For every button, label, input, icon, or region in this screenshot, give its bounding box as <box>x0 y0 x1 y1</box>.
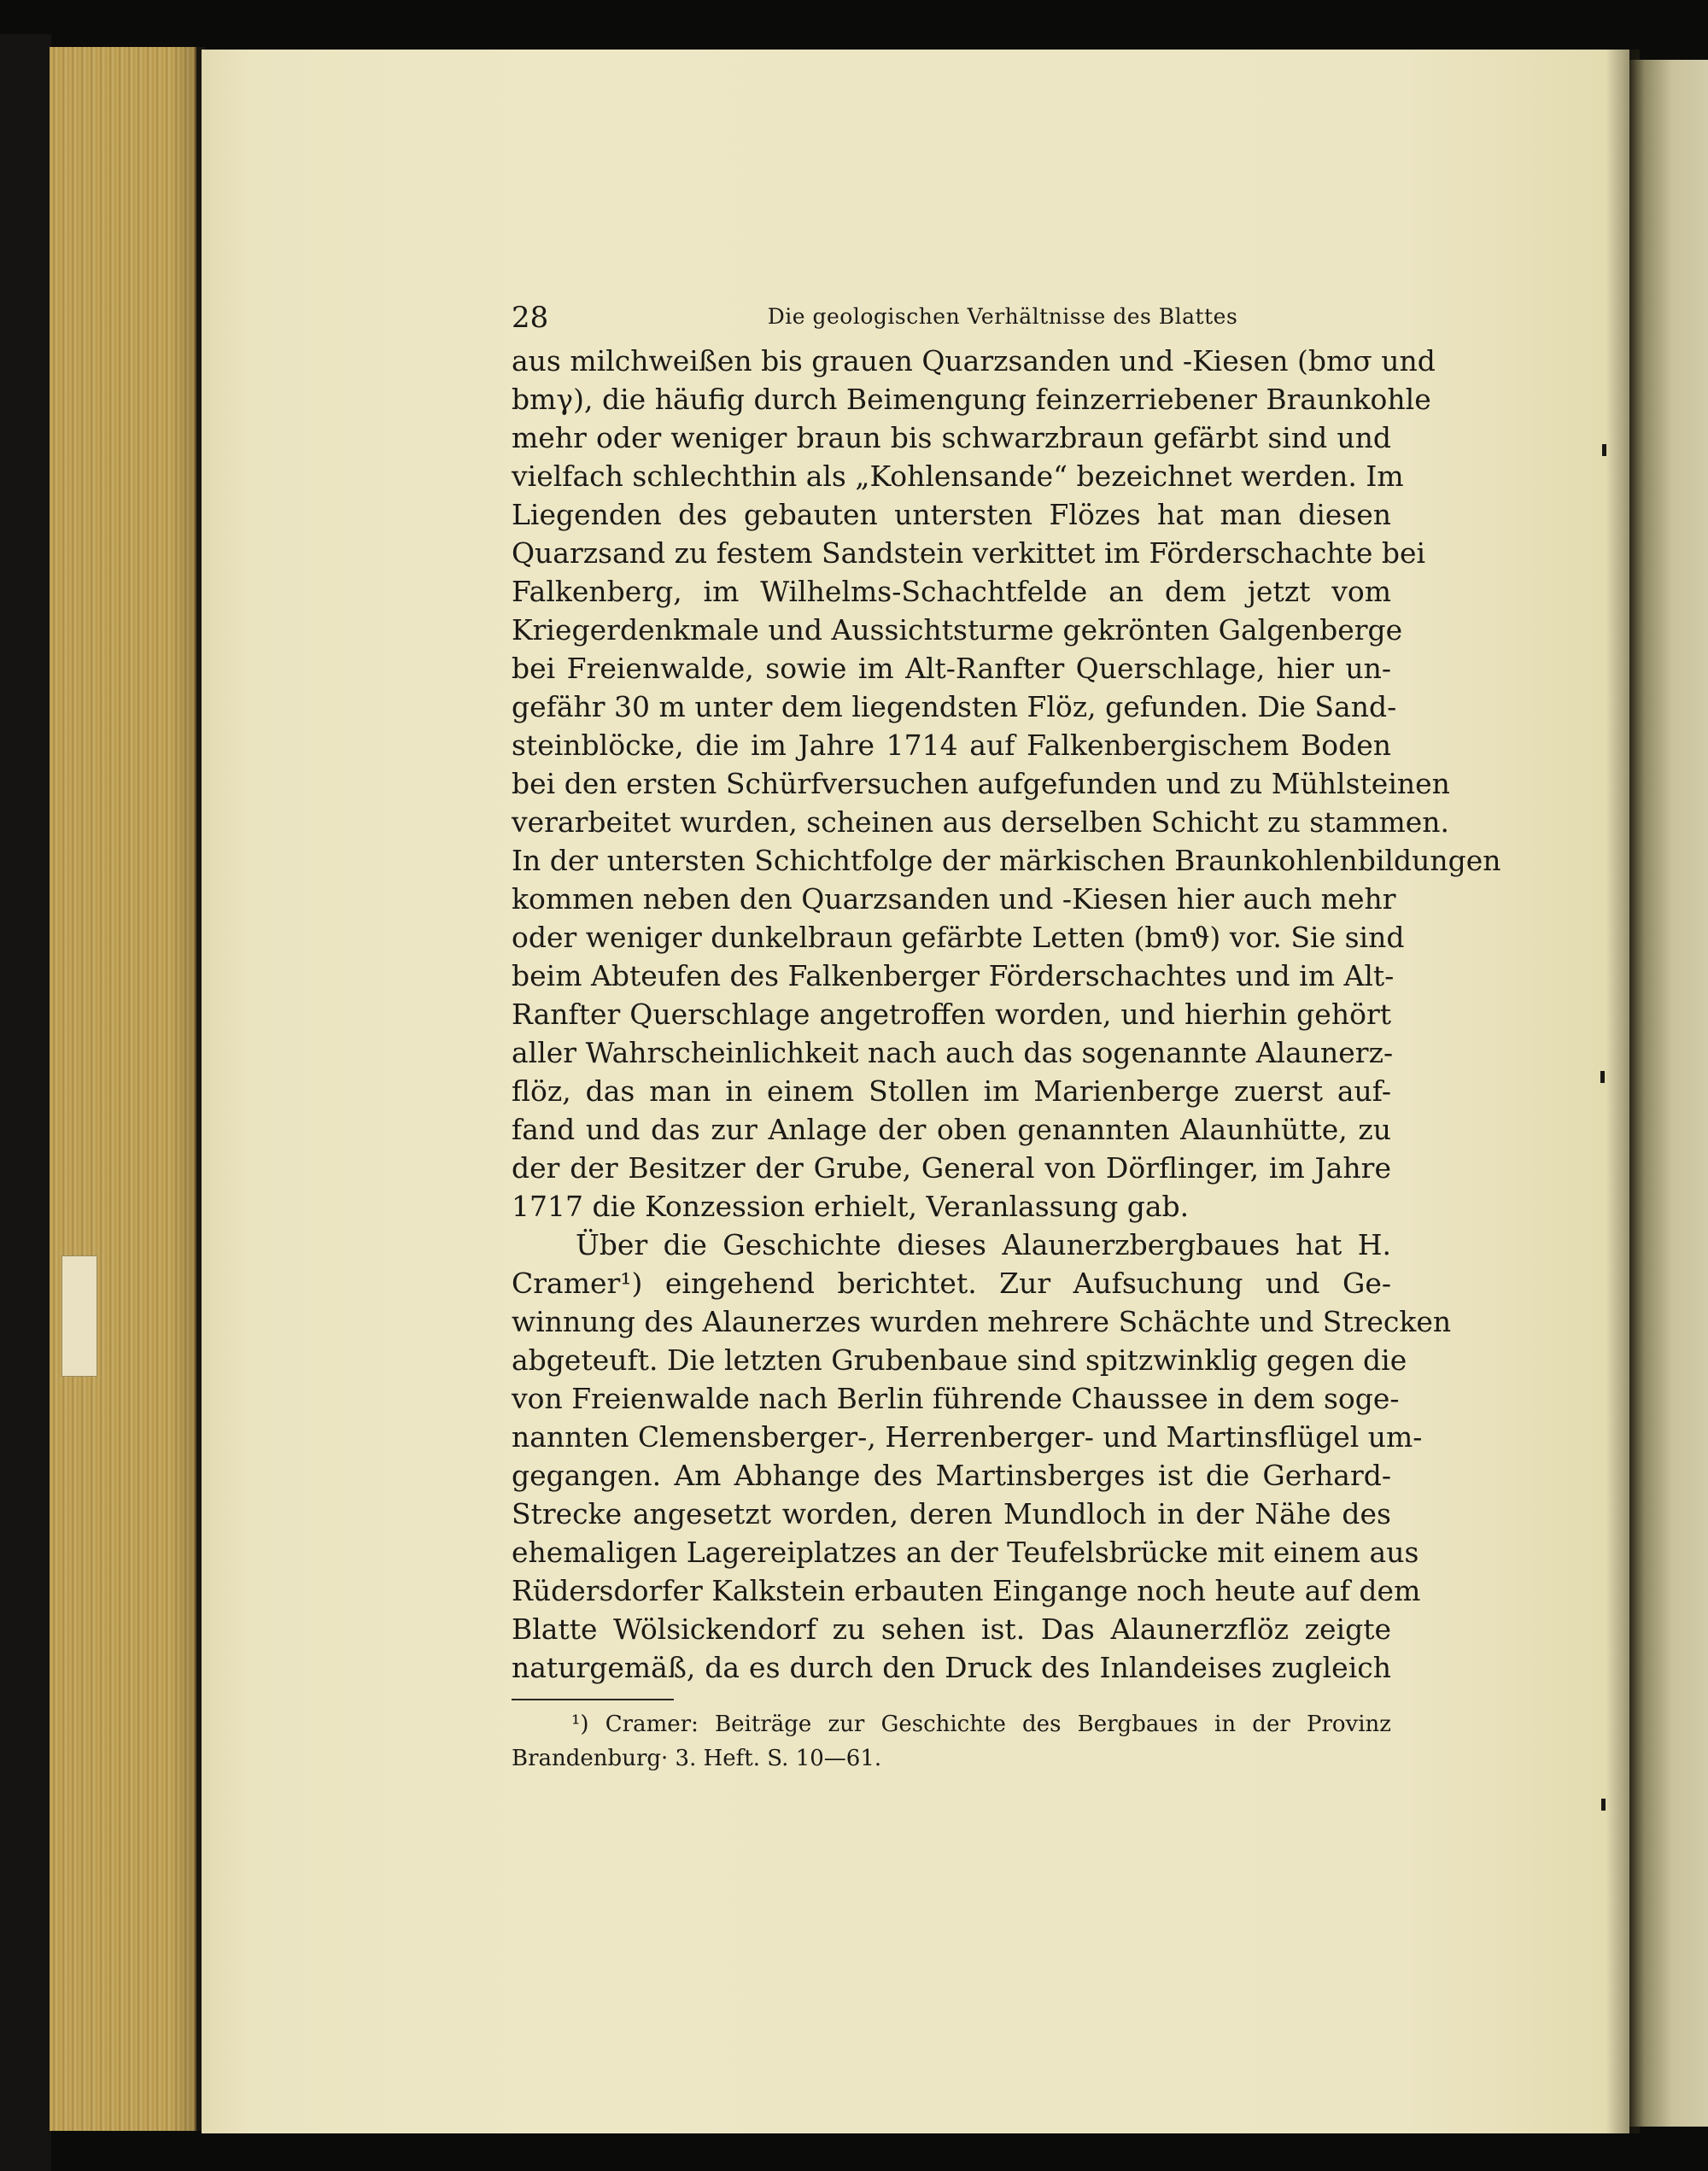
body-line: winnung des Alaunerzes wurden mehrere Schächte und Strecken <box>512 1305 1452 1338</box>
page-edge-shadow <box>171 47 205 2131</box>
body-line: Liegenden des gebauten untersten Flözes hat man diesen <box>512 498 1391 531</box>
body-line: Strecke angesetzt worden, deren Mundloch in der Nähe des <box>512 1497 1391 1530</box>
body-line: nannten Clemensberger-, Herrenberger- und Martinsflügel um- <box>512 1420 1423 1454</box>
body-line: flöz, das man in einem Stollen im Marienberge zuerst auf- <box>512 1074 1391 1108</box>
page-number: 28 <box>512 301 549 335</box>
bookmark-strip <box>61 1255 97 1377</box>
body-line: bei den ersten Schürfversuchen aufgefunden und zu Mühlsteinen <box>512 767 1450 800</box>
body-line: Quarzsand zu festem Sandstein verkittet im Förderschachte bei <box>512 536 1426 570</box>
body-line: Falkenberg, im Wilhelms-Schachtfelde an dem jetzt vom <box>512 575 1391 608</box>
body-line: von Freienwalde nach Berlin führende Chaussee in dem soge- <box>512 1382 1400 1415</box>
body-line: Über die Geschichte dieses Alaunerzbergbaues hat H. <box>576 1228 1391 1261</box>
body-line: aller Wahrscheinlichkeit nach auch das sogenannte Alaunerz- <box>512 1036 1394 1069</box>
facing-page-edge <box>1629 60 1708 2127</box>
ink-mark <box>1602 444 1606 456</box>
running-head: Die geologischen Verhältnisse des Blattes <box>767 304 1238 329</box>
body-line: gefähr 30 m unter dem liegendsten Flöz, gefunden. Die Sand- <box>512 690 1397 723</box>
body-line: abgeteuft. Die letzten Grubenbaue sind spitzwinklig gegen die <box>512 1343 1407 1377</box>
body-line: Blatte Wölsickendorf zu sehen ist. Das Alaunerzflöz zeigte <box>512 1612 1391 1646</box>
body-line: 1717 die Konzession erhielt, Veranlassung gab. <box>512 1190 1190 1223</box>
body-line: ehemaligen Lagereiplatzes an der Teufelsbrücke mit einem aus <box>512 1536 1419 1569</box>
body-line: bmγ), die häufig durch Beimengung feinzerriebener Braunkohle <box>512 383 1431 416</box>
body-line: steinblöcke, die im Jahre 1714 auf Falkenbergischem Boden <box>512 729 1391 762</box>
footnote-line: ¹) Cramer: Beiträge zur Geschichte des Bergbaues in der Provinz <box>571 1712 1391 1737</box>
footnote-rule <box>512 1699 674 1700</box>
body-line: kommen neben den Quarzsanden und -Kiesen hier auch mehr <box>512 882 1396 916</box>
text-block <box>512 290 1501 1776</box>
body-text <box>512 342 1501 1687</box>
body-line: In der untersten Schichtfolge der märkischen Braunkohlenbildungen <box>512 844 1501 877</box>
book-cover-edge <box>0 34 51 2171</box>
footnote <box>512 1707 1391 1776</box>
body-line: Ranfter Querschlage angetroffen worden, und hierhin gehört <box>512 998 1391 1031</box>
ink-mark <box>1600 1071 1605 1083</box>
footnote-line: Brandenburg· 3. Heft. S. 10—61. <box>512 1746 882 1771</box>
body-line: beim Abteufen des Falkenberger Förderschachtes und im Alt- <box>512 959 1395 992</box>
body-line: Kriegerdenkmale und Aussichtsturme gekrönten Galgenberge <box>512 613 1403 647</box>
ink-mark <box>1601 1799 1606 1811</box>
body-line: mehr oder weniger braun bis schwarzbraun gefärbt sind und <box>512 421 1391 454</box>
page-header <box>512 290 1391 342</box>
body-line: naturgemäß, da es durch den Druck des Inlandeises zugleich <box>512 1651 1391 1684</box>
body-line: vielfach schlechthin als „Kohlensande“ bezeichnet werden. Im <box>512 459 1404 493</box>
body-line: Rüdersdorfer Kalkstein erbauten Eingange noch heute auf dem <box>512 1574 1421 1607</box>
body-line: oder weniger dunkelbraun gefärbte Letten (bmϑ) vor. Sie sind <box>512 921 1405 954</box>
body-line: gegangen. Am Abhange des Martinsberges ist die Gerhard- <box>512 1459 1391 1492</box>
body-line: bei Freienwalde, sowie im Alt-Ranfter Querschlage, hier un- <box>512 652 1391 685</box>
body-line: der der Besitzer der Grube, General von Dörflinger, im Jahre <box>512 1151 1391 1185</box>
body-line: Cramer¹) eingehend berichtet. Zur Aufsuchung und Ge- <box>512 1267 1391 1300</box>
body-line: verarbeitet wurden, scheinen aus derselben Schicht zu stammen. <box>512 805 1450 839</box>
body-line: fand und das zur Anlage der oben genannten Alaunhütte, zu <box>512 1113 1391 1146</box>
body-line: aus milchweißen bis grauen Quarzsanden und -Kiesen (bmσ und <box>512 344 1436 377</box>
